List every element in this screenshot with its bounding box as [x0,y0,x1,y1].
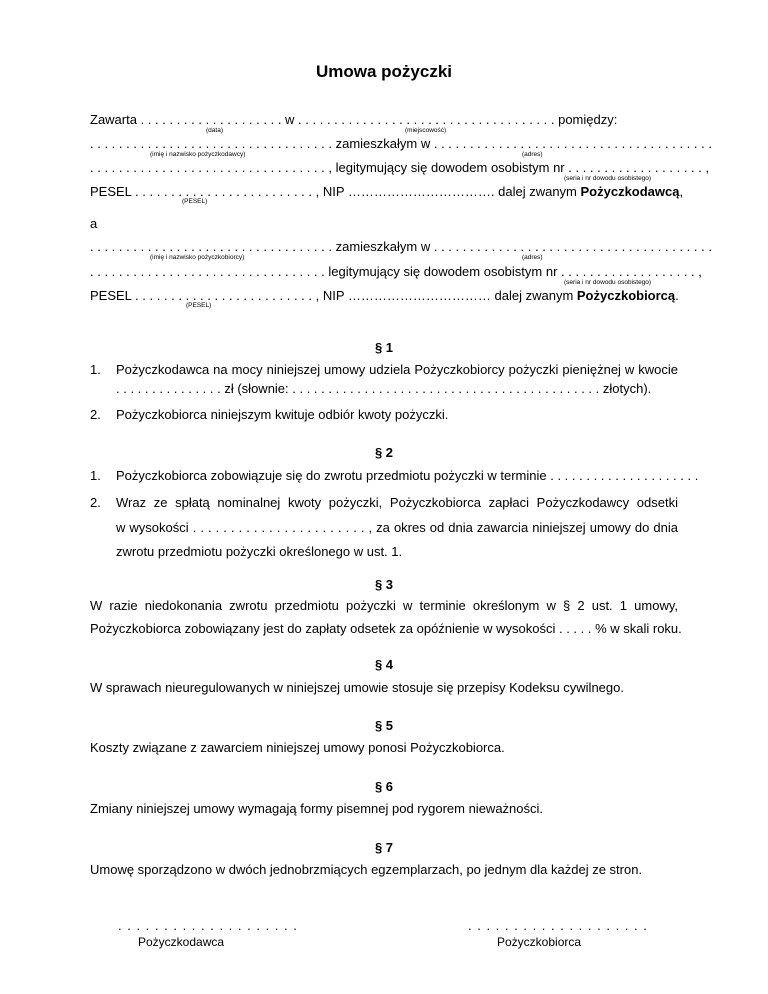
caption-lender-name: (imię i nazwisko pożyczkodawcy) [150,151,246,158]
section-5-heading: § 5 [374,718,394,733]
item-text: Wraz ze spłatą nominalnej kwoty pożyczki, Pożyczkobiorca zapłaci Pożyczkodawcy odsetki [116,495,678,510]
item-text-continued: zwrotu przedmiotu pożyczki określonego w ust. 1. [116,544,403,559]
lender-name-address-line: . . . . . . . . . . . . . . . . . . . . . . . . . . . . . . . . . . zamieszkałym w . . . . . . . . . . . . . . . . . . . . . . . . . . . . . . . . . . . . . . . [90,136,712,151]
lender-pesel-nip-line [90,184,684,200]
item-number: 2. [90,407,101,422]
section-7-heading: § 7 [374,840,394,855]
conjunction-and: a [90,216,98,231]
borrower-role: Pożyczkobiorcą [576,288,676,303]
lender-role-punct: , [679,184,684,199]
section-1-item-2 [90,407,678,423]
section-1-item-1-continued [90,381,678,397]
section-7-text: Umowę sporządzono w dwóch jednobrzmiących egzemplarzach, po jednym dla każdej ze stron. [90,862,643,877]
document-title: Umowa pożyczki [315,62,453,81]
section-2-item-2-line-2 [90,520,678,536]
caption-lender-pesel: (PESEL) [182,198,208,205]
section-2-item-2 [90,495,678,511]
caption-borrower-name: (imię i nazwisko pożyczkobiorcy) [150,254,245,261]
item-text: Pożyczkobiorca niniejszym kwituje odbiór kwoty pożyczki. [116,407,449,422]
section-1-heading: § 1 [374,340,394,355]
section-3-text-line-2: Pożyczkobiorca zobowiązany jest do zapłaty odsetek za opóźnienie w wysokości . . . . . % w skali roku. [90,621,682,636]
borrower-id-line: . . . . . . . . . . . . . . . . . . . . . . . . . . . . . . . . . legitymujący się dowodem osobistym nr . . . . . . . . . . . . . . . . . . . , [90,264,702,279]
item-text: Pożyczkodawca na mocy niniejszej umowy udziela Pożyczkobiorcy pożyczki pieniężnej w kwocie [116,362,678,377]
section-6-text: Zmiany niniejszej umowy wymagają formy pisemnej pod rygorem nieważności. [90,801,544,816]
section-2-heading: § 2 [374,445,394,460]
borrower-name-address-line: . . . . . . . . . . . . . . . . . . . . . . . . . . . . . . . . . . zamieszkałym w . . . . . . . . . . . . . . . . . . . . . . . . . . . . . . . . . . . . . . . [90,239,712,254]
borrower-pesel-nip-line [90,288,678,304]
section-4-text: W sprawach nieuregulowanych w niniejszej umowie stosuje się przepisy Kodeksu cywilnego. [90,680,624,695]
caption-place: (miejscowość) [405,127,447,134]
lender-signature-label: Pożyczkodawca [138,935,225,949]
caption-borrower-id: (seria i nr dowodu osobistego) [564,279,652,286]
section-1-item-1 [90,362,678,378]
borrower-signature-label: Pożyczkobiorca [497,935,582,949]
caption-borrower-address: (adres) [522,254,543,261]
item-number: 2. [90,495,101,510]
item-number: 1. [90,362,101,377]
borrower-role-punct: . [675,288,679,303]
section-2-item-1 [90,468,699,484]
lender-role: Pożyczkodawcą [580,184,680,199]
lender-id-line: . . . . . . . . . . . . . . . . . . . . . . . . . . . . . . . . . , legitymujący się dowodem osobistym nr . . . . . . . . . . . . . . . . . . . , [90,160,710,175]
section-4-heading: § 4 [374,657,394,672]
borrower-signature-line: . . . . . . . . . . . . . . . . . . . . [468,918,648,933]
borrower-pesel-nip-text: PESEL . . . . . . . . . . . . . . . . . . . . . . . . . , NIP …………………………… dalej zwanym [90,288,577,303]
lender-signature-line: . . . . . . . . . . . . . . . . . . . . [118,918,298,933]
caption-date: (data) [206,127,223,134]
caption-lender-id: (seria i nr dowodu osobistego) [564,175,652,182]
item-number: 1. [90,468,101,483]
item-text-continued: . . . . . . . . . . . . . . . zł (słownie: . . . . . . . . . . . . . . . . . . . . . . . . . . . . . . . . . . . . . . . . . . . złotych). [116,381,652,396]
section-2-item-2-line-3 [90,544,678,560]
caption-lender-address: (adres) [522,151,543,158]
item-text: Pożyczkobiorca zobowiązuje się do zwrotu przedmiotu pożyczki w terminie . . . . . . . . . . . . . . . . . . . . . [116,468,699,483]
item-text-continued: w wysokości . . . . . . . . . . . . . . . . . . . . . . . , za okres od dnia zawarcia niniejszej umowy do dnia [116,520,678,535]
section-6-heading: § 6 [374,779,394,794]
lender-pesel-nip-text: PESEL . . . . . . . . . . . . . . . . . . . . . . . . . , NIP ……………………………. dalej zwanym [90,184,581,199]
caption-borrower-pesel: (PESEL) [186,302,212,309]
section-3-text-line-1: W razie niedokonania zwrotu przedmiotu pożyczki w terminie określonym w § 2 ust. 1 umowy, [90,598,678,613]
section-3-heading: § 3 [374,577,394,592]
section-5-text: Koszty związane z zawarciem niniejszej umowy ponosi Pożyczkobiorca. [90,740,505,755]
contract-date-place-line: Zawarta . . . . . . . . . . . . . . . . . . . . w . . . . . . . . . . . . . . . . . . . . . . . . . . . . . . . . . . . . pomiędzy: [90,112,618,127]
